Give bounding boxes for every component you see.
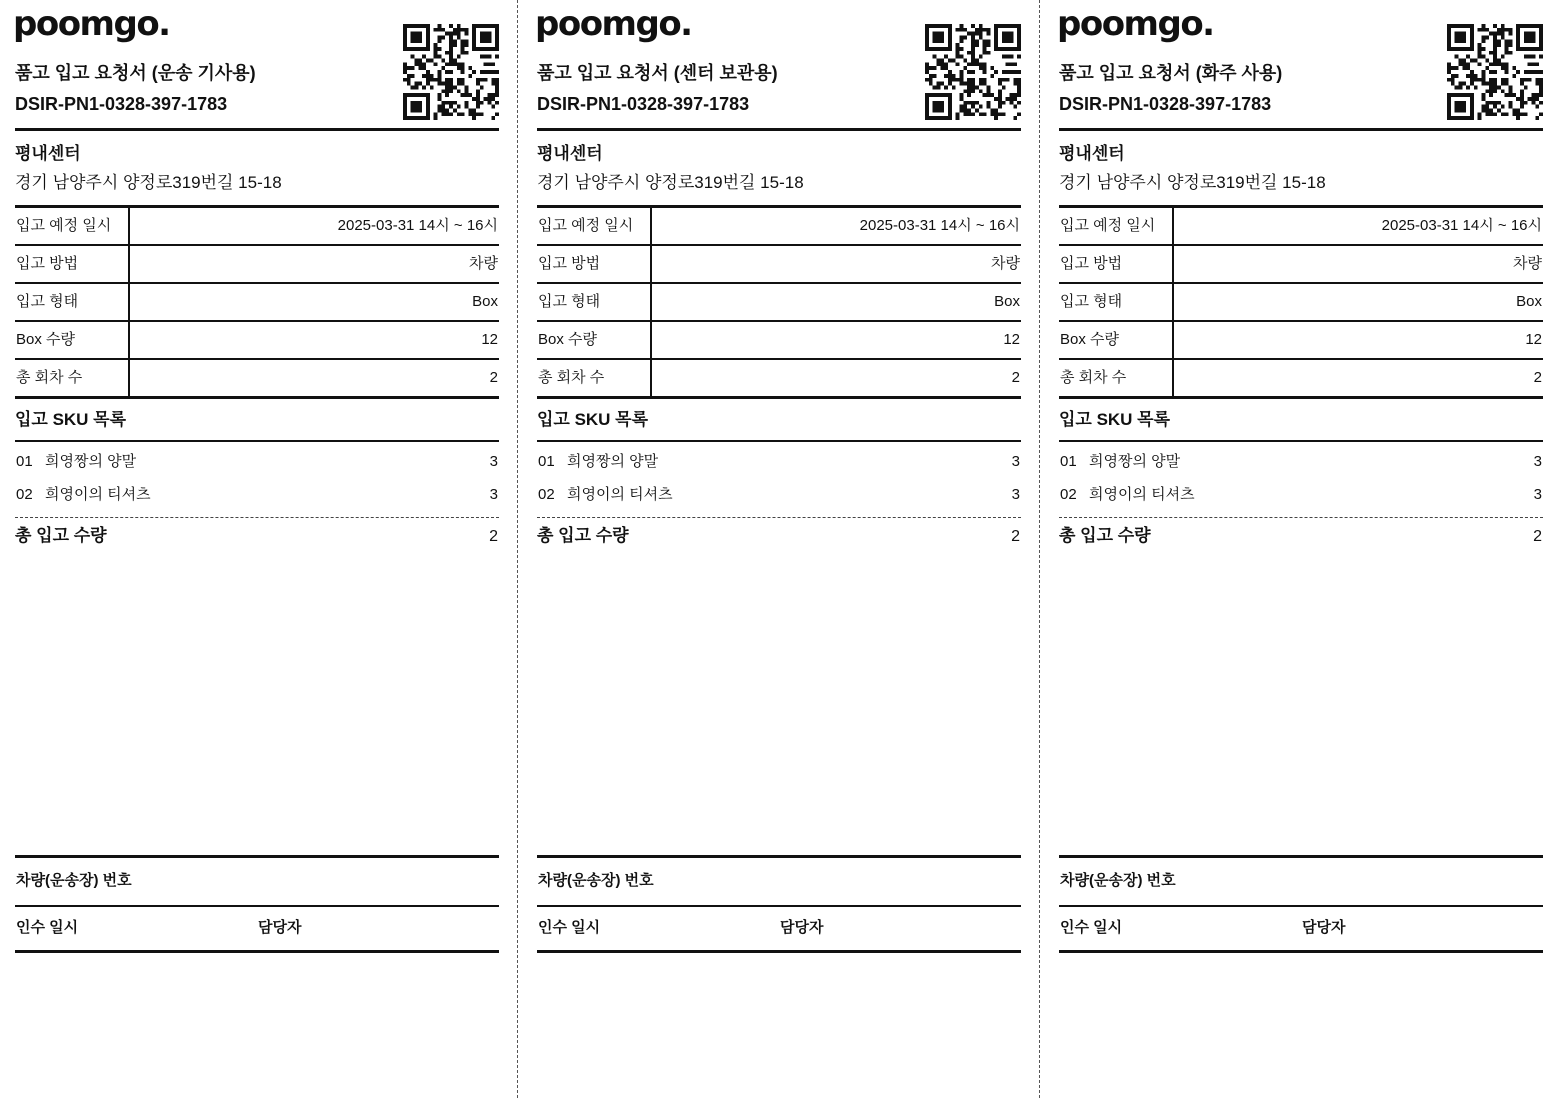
received-datetime-label: 인수 일시 [1060,919,1123,936]
info-value: 12 [1525,331,1542,348]
info-value: 12 [481,331,498,348]
info-label: 총 회차 수 [16,360,130,398]
qr-code-icon [1447,24,1543,120]
info-row [15,246,499,284]
info-value: 2025-03-31 14시 ~ 16시 [859,217,1020,234]
info-value: 2025-03-31 14시 ~ 16시 [337,217,498,234]
info-table [15,208,499,398]
qr-code-icon [925,24,1021,120]
sku-no: 01 [16,453,33,470]
sku-name: 희영이의 티셔츠 [1089,486,1195,503]
sku-item [15,447,499,480]
center-address: 경기 남양주시 양정로319번길 15-18 [1059,173,1326,192]
sku-item [537,480,1021,513]
divider [537,440,1021,442]
document-title: 품고 입고 요청서 (화주 사용) [1059,63,1283,83]
info-label: 입고 형태 [16,284,130,320]
total-quantity-label: 총 입고 수량 [537,526,629,545]
receipt-copy [537,0,1021,1098]
staff-label: 담당자 [1302,919,1346,936]
sku-no: 01 [1060,453,1077,470]
center-name: 평내센터 [15,144,81,163]
divider [15,905,499,907]
info-row [15,284,499,322]
info-label: 입고 예정 일시 [1060,208,1174,244]
sku-item [537,447,1021,480]
poomgo-logo: poomgo. [535,4,692,44]
info-label: 입고 예정 일시 [16,208,130,244]
sku-list-title: 입고 SKU 목록 [1059,410,1171,429]
divider [15,396,499,399]
sku-list [537,447,1021,513]
info-label: 입고 예정 일시 [538,208,652,244]
info-label: Box 수량 [538,322,652,358]
total-quantity-value: 2 [1011,528,1020,545]
sku-no: 01 [538,453,555,470]
staff-label: 담당자 [258,919,302,936]
divider [15,440,499,442]
info-row [1059,208,1543,246]
info-label: 입고 방법 [538,246,652,282]
info-value: 2 [489,369,498,386]
center-name: 평내센터 [537,144,603,163]
info-value: 12 [1003,331,1020,348]
qr-code-icon [403,24,499,120]
divider [537,128,1021,131]
info-row [537,322,1021,360]
divider [15,855,499,858]
info-value: Box [472,293,498,310]
info-value: 2 [1011,369,1020,386]
receipt-copy [1059,0,1543,1098]
info-value: Box [1516,293,1542,310]
divider [15,950,499,953]
sku-name: 희영짱의 양말 [1089,453,1181,470]
divider [1059,905,1543,907]
sku-list-title: 입고 SKU 목록 [15,410,127,429]
info-label: 총 회차 수 [1060,360,1174,398]
receipt-copy [15,0,499,1098]
info-label: 입고 방법 [1060,246,1174,282]
info-value: Box [994,293,1020,310]
document-number: DSIR-PN1-0328-397-1783 [1059,94,1272,114]
info-row [537,208,1021,246]
vehicle-number-label: 차량(운송장) 번호 [538,872,654,889]
sku-name: 희영이의 티셔츠 [45,486,151,503]
received-datetime-label: 인수 일시 [538,919,601,936]
document-title: 품고 입고 요청서 (운송 기사용) [15,63,256,83]
info-row [537,284,1021,322]
sku-list [1059,447,1543,513]
center-name: 평내센터 [1059,144,1125,163]
info-table [1059,208,1543,398]
divider [1059,950,1543,953]
sku-qty: 3 [1533,453,1542,470]
sku-qty: 3 [489,453,498,470]
info-label: 입고 형태 [538,284,652,320]
info-value: 2 [1533,369,1542,386]
divider [537,855,1021,858]
info-row [1059,246,1543,284]
document-number: DSIR-PN1-0328-397-1783 [537,94,750,114]
cut-line [517,0,518,1098]
sku-item [1059,480,1543,513]
info-table [537,208,1021,398]
info-label: 입고 형태 [1060,284,1174,320]
info-row [1059,360,1543,398]
sku-qty: 3 [489,486,498,503]
divider [1059,128,1543,131]
total-quantity-value: 2 [1533,528,1542,545]
sku-qty: 3 [1011,486,1020,503]
sku-qty: 3 [1011,453,1020,470]
info-label: Box 수량 [16,322,130,358]
center-address: 경기 남양주시 양정로319번길 15-18 [537,173,804,192]
cut-line [1039,0,1040,1098]
dashed-divider [537,517,1021,518]
center-address: 경기 남양주시 양정로319번길 15-18 [15,173,282,192]
divider [1059,440,1543,442]
document-title: 품고 입고 요청서 (센터 보관용) [537,63,778,83]
divider [537,396,1021,399]
staff-label: 담당자 [780,919,824,936]
sku-name: 희영짱의 양말 [45,453,137,470]
sku-qty: 3 [1533,486,1542,503]
divider [537,905,1021,907]
sku-no: 02 [1060,486,1077,503]
divider [15,128,499,131]
sku-name: 희영이의 티셔츠 [567,486,673,503]
info-value: 차량 [991,255,1020,272]
info-value: 차량 [469,255,498,272]
info-row [15,208,499,246]
sku-no: 02 [538,486,555,503]
vehicle-number-label: 차량(운송장) 번호 [16,872,132,889]
poomgo-logo: poomgo. [1057,4,1214,44]
poomgo-logo: poomgo. [13,4,170,44]
sku-item [1059,447,1543,480]
info-row [15,322,499,360]
info-label: 총 회차 수 [538,360,652,398]
total-quantity-label: 총 입고 수량 [15,526,107,545]
document-number: DSIR-PN1-0328-397-1783 [15,94,228,114]
info-value: 2025-03-31 14시 ~ 16시 [1381,217,1542,234]
total-quantity-label: 총 입고 수량 [1059,526,1151,545]
divider [1059,855,1543,858]
dashed-divider [1059,517,1543,518]
sku-list-title: 입고 SKU 목록 [537,410,649,429]
info-row [1059,322,1543,360]
divider [1059,396,1543,399]
info-label: 입고 방법 [16,246,130,282]
info-row [15,360,499,398]
sku-no: 02 [16,486,33,503]
info-value: 차량 [1513,255,1542,272]
sku-list [15,447,499,513]
info-row [1059,284,1543,322]
sku-item [15,480,499,513]
info-row [537,246,1021,284]
total-quantity-value: 2 [489,528,498,545]
info-row [537,360,1021,398]
received-datetime-label: 인수 일시 [16,919,79,936]
vehicle-number-label: 차량(운송장) 번호 [1060,872,1176,889]
sku-name: 희영짱의 양말 [567,453,659,470]
info-label: Box 수량 [1060,322,1174,358]
divider [537,950,1021,953]
dashed-divider [15,517,499,518]
